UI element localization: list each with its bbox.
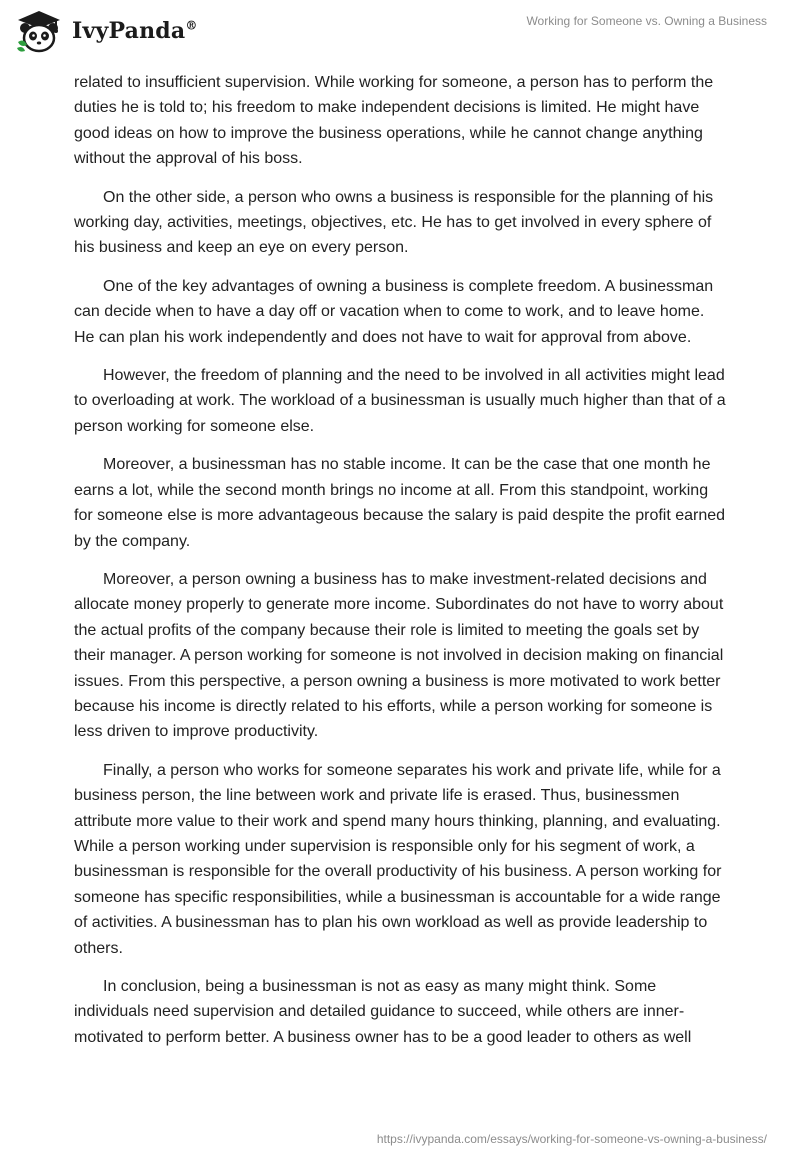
brand-name: IvyPanda® <box>72 18 198 44</box>
paragraph: However, the freedom of planning and the need to be involved in all activities might lead to overloading at work. The workload of a businessman is usually much higher than that of a person working for someone else. <box>74 367 726 435</box>
source-url[interactable]: https://ivypanda.com/essays/working-for-someone-vs-owning-a-business/ <box>376 1132 767 1146</box>
paragraph: On the other side, a person who owns a business is responsible for the planning of his working day, activities, meetings, objectives, etc. He has to get involved in every sphere of his business and keep an eye on every person. <box>74 188 714 257</box>
essay-body <box>74 70 726 1063</box>
paragraph: Finally, a person who works for someone separates his work and private life, while for a business person, the line between work and private life is erased. Thus, businessmen attribute more value to their work and spend many hours thinking, planning, and evaluating. While a person working under supervision is responsible only for his segment of work, a businessman is responsible for the overall productivity of his business. A person working for someone has specific responsibilities, while a businessman is accountable for a wide range of activities. A businessman has to plan his own workload as well as provide leadership to others. <box>74 761 722 957</box>
page-header <box>0 0 800 62</box>
paragraph: In conclusion, being a businessman is not as easy as many might think. Some individuals need supervision and detailed guidance to succeed, while others are inner-motivated to perform better. A business owner has to be a good leader to others as well <box>74 978 692 1046</box>
paragraph: One of the key advantages of owning a business is complete freedom. A businessman can decide when to have a day off or vacation when to come to work, and to leave home. He can plan his work independently and does not have to wait for approval from above. <box>74 277 714 346</box>
paragraph: Moreover, a person owning a business has to make investment-related decisions and allocate money properly to generate more income. Subordinates do not have to worry about the actual profits of the company because their role is limited to meeting the goals set by their manager. A person working for someone is not involved in decision making on financial issues. From this perspective, a person owning a business is more motivated to work better because his income is directly related to his efforts, while a person working for someone is less driven to improve productivity. <box>74 570 724 741</box>
paragraph: Moreover, a businessman has no stable income. It can be the case that one month he earns a lot, while the second month brings no income at all. From this standpoint, working for someone else is more advantageous because the salary is paid despite the profit earned by the company. <box>74 456 726 550</box>
panda-graduate-icon <box>14 8 64 54</box>
paragraph: related to insufficient supervision. While working for someone, a person has to perform the duties he is told to; his freedom to make independent decisions is limited. He might have good ideas on how to improve the business operations, while he cannot change anything without the approval of his boss. <box>74 74 714 168</box>
document-title: Working for Someone vs. Owning a Business <box>526 14 767 28</box>
ivypanda-logo[interactable] <box>14 8 198 54</box>
